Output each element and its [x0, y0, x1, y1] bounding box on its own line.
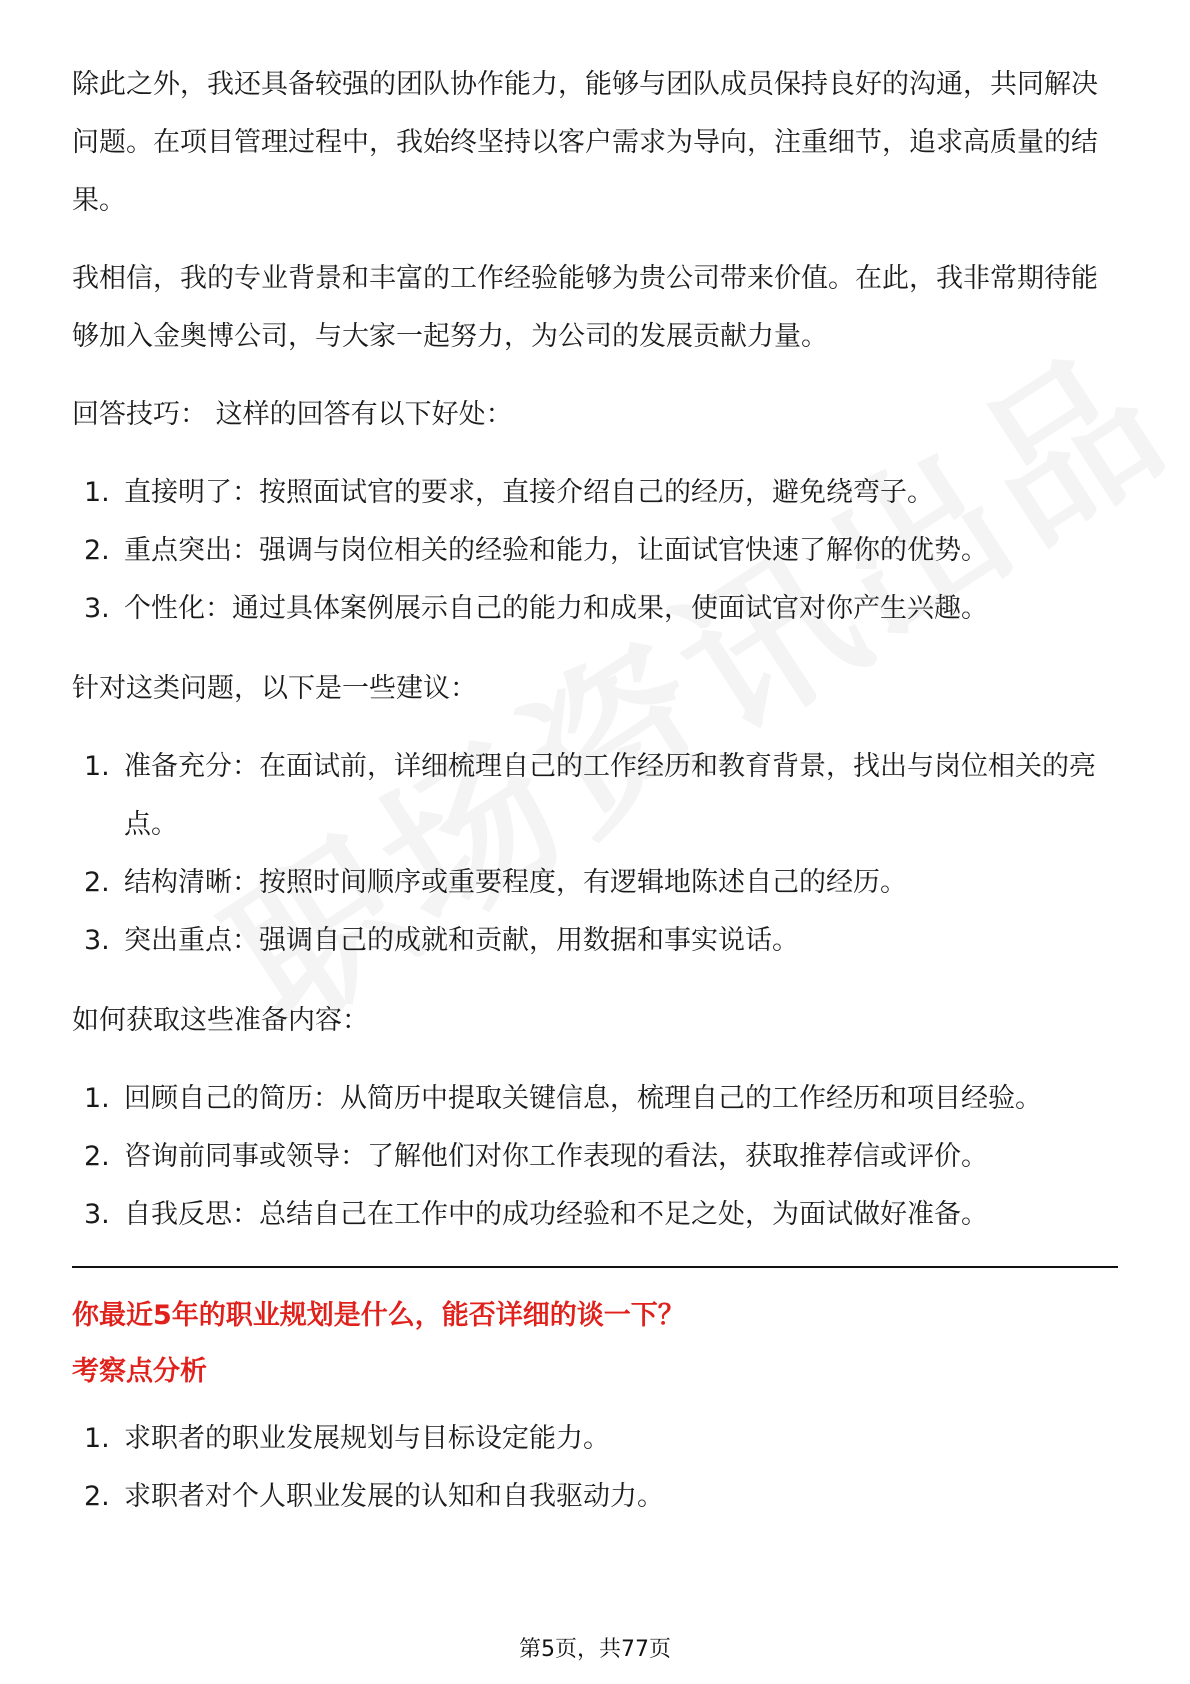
prep-heading: 如何获取这些准备内容： [72, 1005, 369, 1036]
suggestions-heading: 针对这类问题，以下是一些建议： [72, 673, 477, 704]
list-item: 1. 直接明了：按照面试官的要求，直接介绍自己的经历，避免绕弯子。 [84, 477, 934, 508]
list-item: 1. 准备充分：在面试前，详细梳理自己的工作经历和教育背景，找出与岗位相关的亮点。 [84, 751, 1096, 840]
list-item: 3. 突出重点：强调自己的成就和贡献，用数据和事实说话。 [84, 925, 799, 956]
list-item: 2. 咨询前同事或领导：了解他们对你工作表现的看法，获取推荐信或评价。 [84, 1141, 988, 1172]
suggestions-list [72, 738, 1118, 970]
list-item: 2. 结构清晰：按照时间顺序或重要程度，有逻辑地陈述自己的经历。 [84, 867, 907, 898]
question-title: 你最近5年的职业规划是什么，能否详细的谈一下？ [72, 1300, 685, 1331]
list-item: 1. 求职者的职业发展规划与目标设定能力。 [84, 1423, 610, 1454]
prep-list [72, 1070, 1118, 1244]
analysis-heading: 考察点分析 [72, 1356, 207, 1387]
list-item: 2. 求职者对个人职业发展的认知和自我驱动力。 [84, 1481, 664, 1512]
list-item: 3. 自我反思：总结自己在工作中的成功经验和不足之处，为面试做好准备。 [84, 1199, 988, 1230]
page-number: 第5页，共77页 [519, 1637, 671, 1662]
section-divider [72, 1266, 1118, 1268]
list-item: 1. 回顾自己的简历：从简历中提取关键信息，梳理自己的工作经历和项目经验。 [84, 1083, 1042, 1114]
list-item: 2. 重点突出：强调与岗位相关的经验和能力，让面试官快速了解你的优势。 [84, 535, 988, 566]
tips-heading: 回答技巧： 这样的回答有以下好处： [72, 399, 513, 430]
document-body [72, 56, 1118, 1548]
paragraph-closing: 我相信，我的专业背景和丰富的工作经验能够为贵公司带来价值。在此，我非常期待能够加入金奥博公司，与大家一起努力，为公司的发展贡献力量。 [72, 263, 1098, 352]
analysis-list [72, 1410, 1118, 1526]
tips-list [72, 464, 1118, 638]
list-item: 3. 个性化：通过具体案例展示自己的能力和成果，使面试官对你产生兴趣。 [84, 593, 988, 624]
paragraph-teamwork: 除此之外，我还具备较强的团队协作能力，能够与团队成员保持良好的沟通，共同解决问题。在项目管理过程中，我始终坚持以客户需求为导向，注重细节，追求高质量的结果。 [72, 69, 1098, 216]
